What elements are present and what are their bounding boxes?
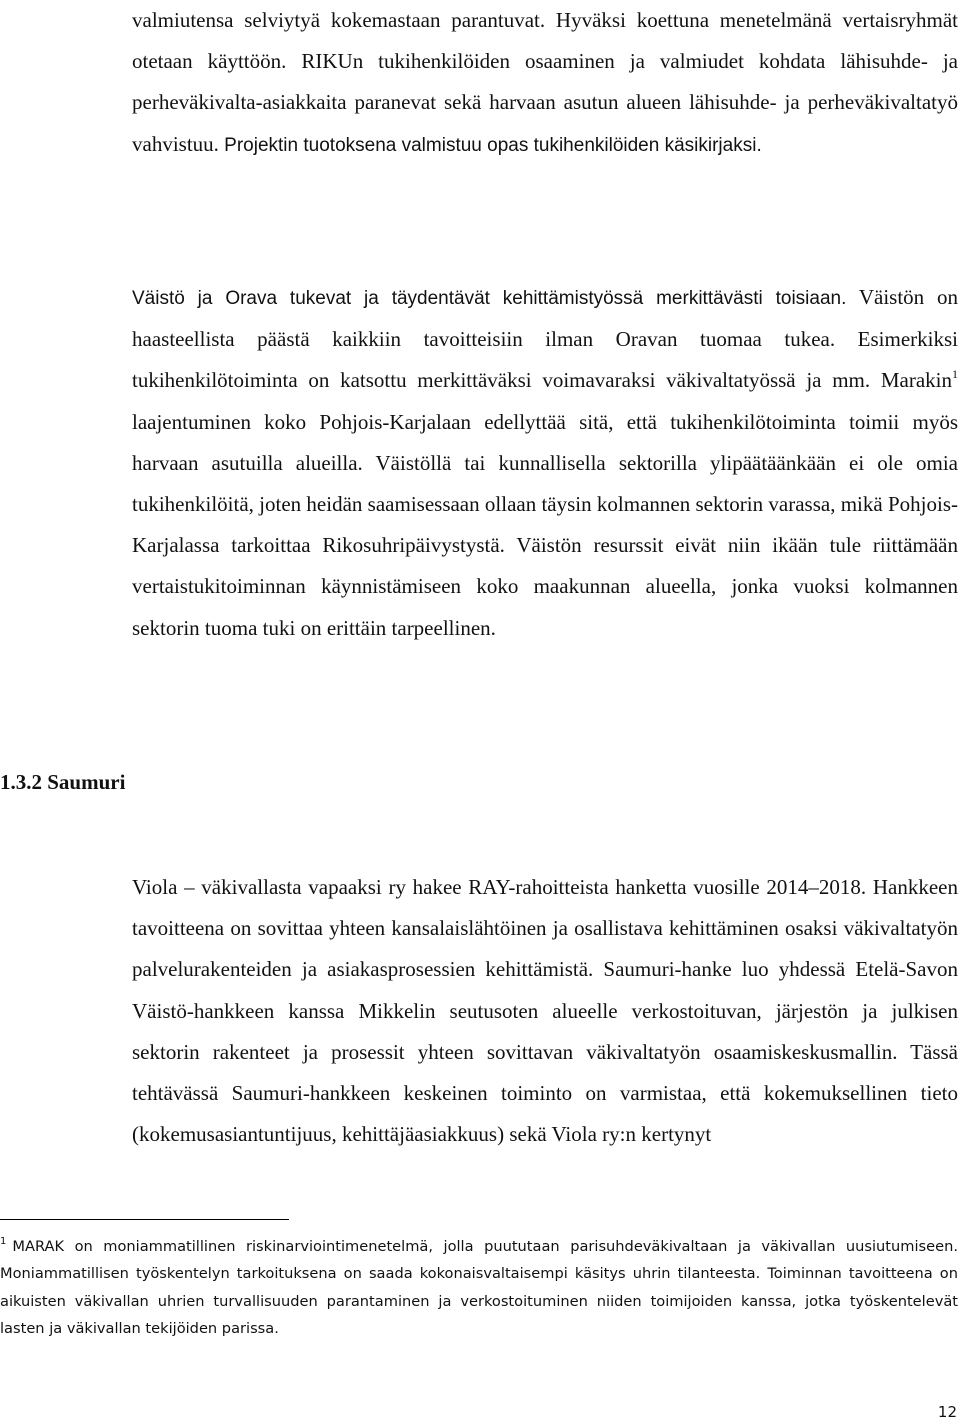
footnote-number: 1 bbox=[0, 1236, 7, 1247]
body-paragraph-2 bbox=[132, 277, 958, 649]
footnote-separator bbox=[0, 1219, 289, 1220]
section-heading: 1.3.2 Saumuri bbox=[0, 770, 126, 794]
paragraph-1-text: valmiutensa selviytyä kokemastaan parantuvat. Hyväksi koettuna menetelmänä vertaisryhmät otetaan käyttöön. RIKUn tukihenkilöiden osaaminen ja valmiudet kohdata lähisuhde- ja perheväkivalta-asiakkaita paranevat sekä harvaan asutun alueen lähisuhde- ja perheväkivaltatyö vahvistuu. bbox=[132, 8, 958, 156]
footnote bbox=[0, 1233, 958, 1343]
paragraph-1-sans-text: Projektin tuotoksena valmistuu opas tukihenkilöiden käsikirjaksi. bbox=[224, 134, 762, 156]
paragraph-2-text-a: Väistön on haasteellista päästä kaikkiin tavoitteisiin ilman Oravan tuomaa tukea. Esimerkiksi tukihenkilötoiminta on katsottu merkittäväksi voimavaraksi väkivaltatyössä ja mm. Marakin bbox=[132, 285, 959, 393]
paragraph-2-sans-text: Väistö ja Orava tukevat ja täydentävät kehittämistyössä merkittävästi toisiaan. bbox=[132, 288, 847, 309]
page-number: 12 bbox=[937, 1403, 957, 1421]
paragraph-2-text-b: laajentuminen koko Pohjois-Karjalaan edellyttää sitä, että tukihenkilötoiminta toimii myös harvaan asutuilla alueilla. Väistöllä tai kunnallisella sektorilla ylipäätäänkään ei ole omia tukihenkilöitä, joten heidän saamisessaan ollaan täysin kolmannen sektorin varassa, mikä Pohjois-Karjalassa tarkoittaa Rikosuhripäivystystä. Väistön resurssit eivät niin ikään tule riittämään vertaistukitoiminnan käynnistämiseen koko maakunnan alueella, jonka vuoksi kolmannen sektorin tuoma tuki on erittäin tarpeellinen. bbox=[132, 409, 958, 640]
body-paragraph-3 bbox=[132, 867, 958, 1155]
footnote-text: MARAK on moniammatillinen riskinarviointimenetelmä, jolla puututaan parisuhdeväkivaltaan ja väkivallan uusiutumiseen. Moniammatillisen työskentelyn tarkoituksena on saada kokonaisvaltaisempi käsitys uhrin tilanteesta. Toiminnan tavoitteena on aikuisten väkivallan uhrien turvallisuuden parantaminen ja verkostoituminen niiden toimijoiden kanssa, jotka työskentelevät lasten ja väkivallan tekijöiden parissa. bbox=[0, 1238, 958, 1338]
footnote-reference[interactable]: 1 bbox=[952, 367, 958, 382]
paragraph-3-text: Viola – väkivallasta vapaaksi ry hakee RAY-rahoitteista hanketta vuosille 2014–2018. Hankkeen tavoitteena on sovittaa yhteen kansalaislähtöinen ja osallistava kehittäminen osaksi väkivaltatyön palvelurakenteiden ja asiakasprosessien kehittämistä. Saumuri-hanke luo yhdessä Etelä-Savon Väistö-hankkeen kanssa Mikkelin seutusoten alueelle verkostoituvan, järjestön ja julkisen sektorin rakenteet ja prosessit yhteen sovittavan väkivaltatyön osaamiskeskusmallin. Tässä tehtävässä Saumuri-hankkeen keskeinen toiminto on varmistaa, että kokemuksellinen tieto (kokemusasiantuntijuus, kehittäjäasiakkuus) sekä Viola ry:n kertynyt bbox=[132, 875, 958, 1147]
body-paragraph-1 bbox=[132, 0, 958, 166]
